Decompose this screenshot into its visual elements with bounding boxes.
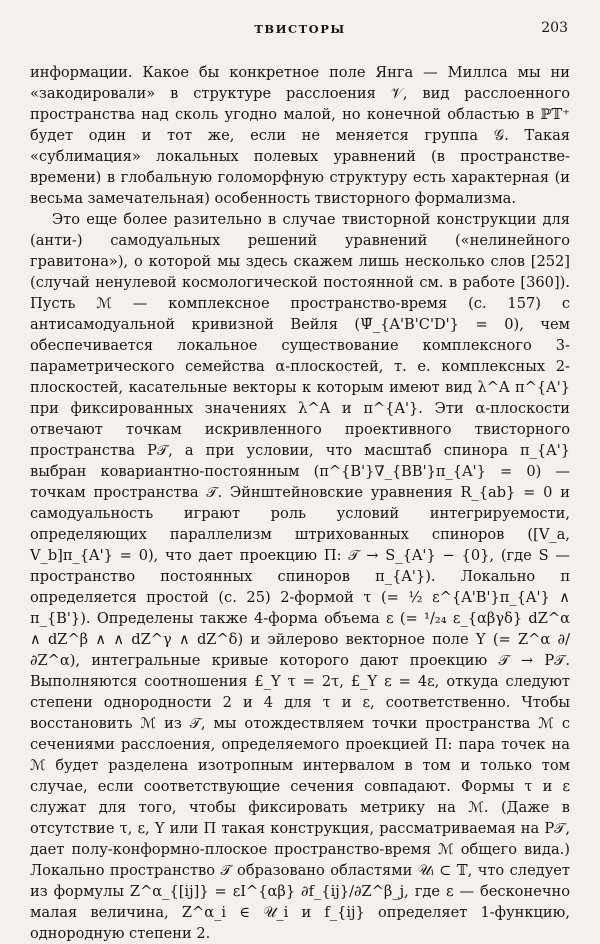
- page-header: [30, 20, 570, 46]
- paragraph-1: информации. Какое бы конкретное поле Янга — Миллса мы ни «закодировали» в структуре расслоения 𝒱, вид расслоенного пространства над сколь угодно малой, но конечной областью в ℙ𝕋⁺ будет один и тот же, если не меняется группа 𝒢. Такая «сублимация» локальных полевых уравнений (в пространстве-времени) в глобальную голоморфную структуру есть характерная (и весьма замечательная) особенность твисторного формализма.: [30, 64, 570, 207]
- running-title: ТВИСТОРЫ: [254, 22, 346, 36]
- body-text: [30, 62, 570, 944]
- page-number: 203: [541, 20, 568, 36]
- paragraph-2: Это еще более разительно в случае твисторной конструкции для (анти-) самодуальных решений уравнений («нелинейного гравитона»), о которой мы здесь скажем лишь несколько слов [252] (случай ненулевой космологической постоянной см. в работе [360]). Пусть ℳ — комплексное пространство-время (с. 157) с антисамодуальной кривизной Вейля (Ψ̃_{A'B'C'D'} = 0), чем обеспечивается локальное существование комплексного 3-параметрического семейства α-плоскостей, т. е. комплексных 2-плоскостей, касательные векторы к которым имеют вид λ^A π^{A'} при фиксированных значениях λ^A и π^{A'}. Эти α-плоскости отвечают точкам искривленного проективного твисторного пространства P𝒯, а при условии, что масштаб спинора π_{A'} выбран ковариантно-постоянным (π^{B'}∇_{BB'}π_{A'} = 0) — точкам пространства 𝒯. Эйнштейновские уравнения R_{ab} = 0 и самодуальность играют роль условий интегрируемости, определяющих параллелизм штрихованных спиноров ([V_a, V_b]π_{A'} = 0), что дает проекцию Π: 𝒯 → S_{A'} − {0}, (где S — пространство постоянных спиноров π_{A'}). Локально π определяется простой (с. 25) 2-формой τ (= ½ ε^{A'B'}π_{A'} ∧ π_{B'}). Определены также 4-форма объема ε (= ¹/₂₄ ε_{αβγδ} dZ^α ∧ dZ^β ∧ ∧ dZ^γ ∧ dZ^δ) и эйлерово векторное поле Υ (= Z^α ∂/∂Z^α), интегральные кривые которого дают проекцию 𝒯 → P𝒯. Выполняются соотношения £_Υ τ = 2τ, £_Υ ε = 4ε, откуда следуют степени однородности 2 и 4 для τ и ε, соответственно. Чтобы восстановить ℳ из 𝒯, мы отождествляем точки пространства ℳ с сечениями расслоения, определяемого проекцией Π: пара точек на ℳ будет разделена изотропным интервалом в том и только том случае, если соответствующие сечения совпадают. Формы τ и ε служат для того, чтобы фиксировать метрику на ℳ. (Даже в отсутствие τ, ε, Υ или Π такая конструкция, рассматриваемая на P𝒯, дает полу-конформно-плоское пространство-время ℳ общего вида.) Локально пространство 𝒯 образовано областями 𝒰ᵢ ⊂ 𝕋, что следует из формулы Z^α_{[ij]} = εI^{αβ} ∂f_{ij}/∂Z^β_j, где ε — бесконечно малая величина, Z^α_i ∈ 𝒰_i и f_{ij} определяет 1-функцию, однородную степени 2.: [30, 211, 570, 942]
